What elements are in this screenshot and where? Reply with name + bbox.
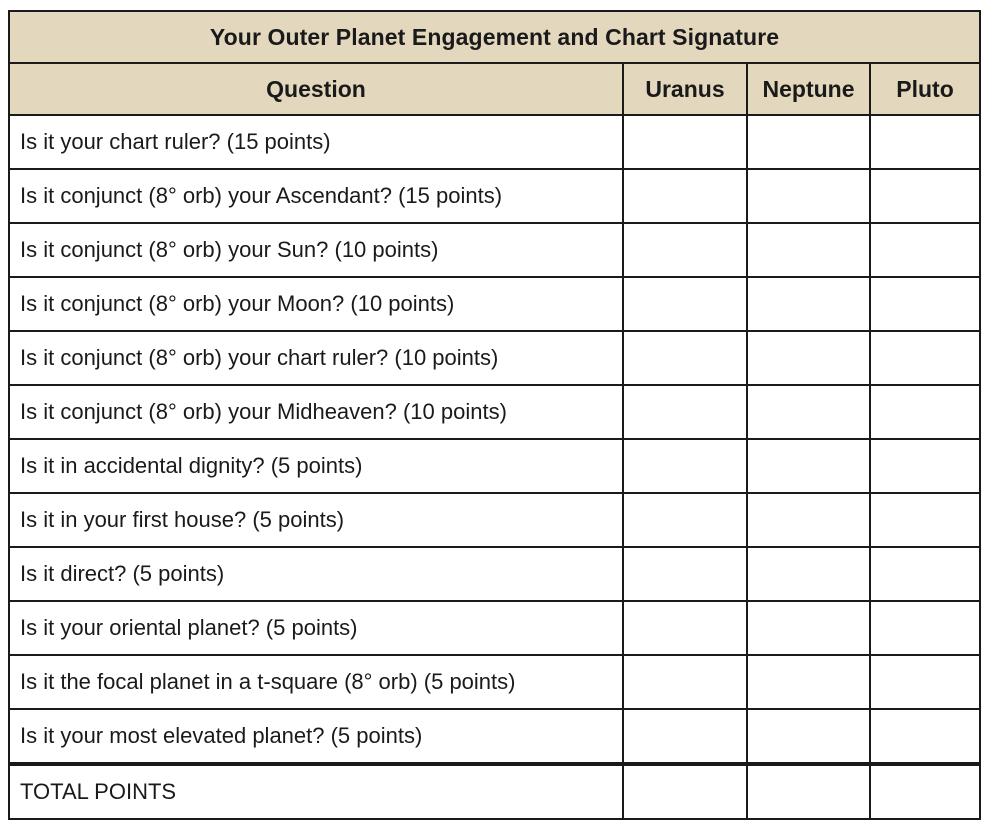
uranus-cell[interactable] [623,547,747,601]
pluto-cell[interactable] [870,331,980,385]
pluto-cell[interactable] [870,169,980,223]
question-cell: Is it conjunct (8° orb) your chart ruler? (10 points) [9,331,623,385]
uranus-cell[interactable] [623,331,747,385]
neptune-cell[interactable] [747,547,870,601]
neptune-cell[interactable] [747,169,870,223]
uranus-cell[interactable] [623,655,747,709]
question-cell: Is it direct? (5 points) [9,547,623,601]
question-cell: Is it conjunct (8° orb) your Ascendant? (15 points) [9,169,623,223]
uranus-cell[interactable] [623,385,747,439]
table-row [9,385,980,439]
neptune-cell[interactable] [747,385,870,439]
uranus-total-cell[interactable] [623,764,747,819]
pluto-cell[interactable] [870,547,980,601]
pluto-cell[interactable] [870,223,980,277]
pluto-cell[interactable] [870,655,980,709]
total-label: TOTAL POINTS [9,764,623,819]
table-row [9,439,980,493]
table-title-row [9,11,980,63]
table-row [9,169,980,223]
total-row [9,764,980,819]
neptune-total-cell[interactable] [747,764,870,819]
neptune-cell[interactable] [747,439,870,493]
table-row [9,331,980,385]
question-cell: Is it your most elevated planet? (5 points) [9,709,623,764]
pluto-cell[interactable] [870,385,980,439]
question-cell: Is it your chart ruler? (15 points) [9,115,623,169]
neptune-cell[interactable] [747,331,870,385]
question-cell: Is it the focal planet in a t-square (8° orb) (5 points) [9,655,623,709]
question-cell: Is it in your first house? (5 points) [9,493,623,547]
neptune-cell[interactable] [747,277,870,331]
neptune-cell[interactable] [747,601,870,655]
table-row [9,601,980,655]
uranus-cell[interactable] [623,601,747,655]
question-cell: Is it your oriental planet? (5 points) [9,601,623,655]
header-uranus: Uranus [623,63,747,115]
header-neptune: Neptune [747,63,870,115]
outer-planet-table [8,10,981,820]
table-row [9,547,980,601]
table-row [9,493,980,547]
neptune-cell[interactable] [747,655,870,709]
uranus-cell[interactable] [623,115,747,169]
uranus-cell[interactable] [623,439,747,493]
uranus-cell[interactable] [623,493,747,547]
table-header-row [9,63,980,115]
neptune-cell[interactable] [747,709,870,764]
pluto-cell[interactable] [870,439,980,493]
neptune-cell[interactable] [747,223,870,277]
worksheet [8,10,979,820]
pluto-cell[interactable] [870,709,980,764]
question-cell: Is it conjunct (8° orb) your Moon? (10 points) [9,277,623,331]
uranus-cell[interactable] [623,709,747,764]
table-row [9,115,980,169]
table-row [9,655,980,709]
pluto-cell[interactable] [870,277,980,331]
uranus-cell[interactable] [623,223,747,277]
table-row [9,223,980,277]
header-pluto: Pluto [870,63,980,115]
uranus-cell[interactable] [623,277,747,331]
question-cell: Is it conjunct (8° orb) your Midheaven? (10 points) [9,385,623,439]
pluto-cell[interactable] [870,115,980,169]
table-row [9,709,980,764]
table-title: Your Outer Planet Engagement and Chart Signature [9,11,980,63]
pluto-cell[interactable] [870,601,980,655]
table-row [9,277,980,331]
pluto-total-cell[interactable] [870,764,980,819]
question-cell: Is it conjunct (8° orb) your Sun? (10 points) [9,223,623,277]
neptune-cell[interactable] [747,493,870,547]
uranus-cell[interactable] [623,169,747,223]
header-question: Question [9,63,623,115]
question-cell: Is it in accidental dignity? (5 points) [9,439,623,493]
neptune-cell[interactable] [747,115,870,169]
pluto-cell[interactable] [870,493,980,547]
